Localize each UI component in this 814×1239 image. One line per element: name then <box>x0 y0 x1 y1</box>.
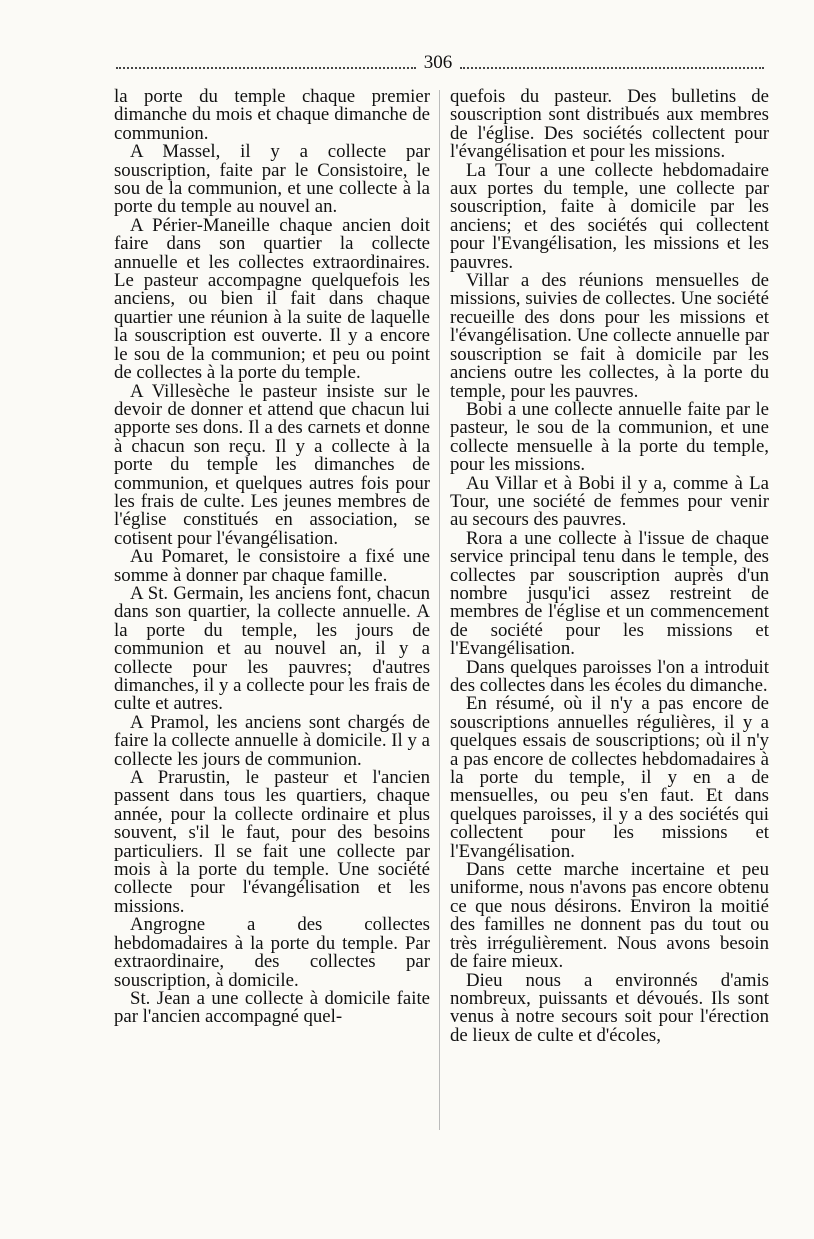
paragraph: La Tour a une collecte hebdomadaire aux portes du temple, une collecte par souscription, faite à domicile par les anciens; et des sociétés qui collectent pour l'Evangélisation, les missions et les pauvres. <box>450 159 769 273</box>
paragraph: Rora a une collecte à l'issue de chaque service principal tenu dans le temple, des collectes par souscription auprès d'un nombre jusqu'ici assez restreint de membres de l'église et un commencement de société pour les missions et l'Evangélisation. <box>450 527 769 660</box>
paragraph: la porte du temple chaque premier dimanche du mois et chaque dimanche de communion. <box>114 86 430 144</box>
paragraph: Villar a des réunions mensuelles de missions, suivies de collectes. Une société recueille des dons pour les missions et l'évangélisation. Une collecte annuelle par souscription se fait à domicile par les anciens outre les collectes, à la porte du temple, pour les pauvres. <box>450 270 769 402</box>
paragraph: quefois du pasteur. Des bulletins de souscription sont distribués aux membres de l'église. Des sociétés collectent pour l'évangélisation et pour les missions. <box>450 86 769 163</box>
paragraph: A Périer-Maneille chaque ancien doit faire dans son quartier la collecte annuelle et les collectes extraordinaires. Le pasteur accompagne quelquefois les anciens, ou bien il fait dans chaque quartier une réunion à la suite de laquelle la souscription est ouverte. Il y a encore le sou de la communion; et peu ou point de collectes à la porte du temple. <box>114 214 430 384</box>
paragraph: A Prarustin, le pasteur et l'ancien passent dans tous les quartiers, chaque année, pour la collecte ordinaire et plus souvent, s'il le faut, pour des besoins particuliers. Il se fait une collecte par mois à la porte du temple. Une société collecte pour l'évangélisation et les missions. <box>114 767 430 917</box>
paragraph: Dans cette marche incertaine et peu uniforme, nous n'avons pas encore obtenu ce que nous désirons. Environ la moitié des familles ne donnent pas du tout ou très irrégulièrement. Nous avons besoin de faire mieux. <box>450 859 769 973</box>
paragraph: Au Pomaret, le consistoire a fixé une somme à donner par chaque famille. <box>114 546 430 586</box>
paragraph: A Villesèche le pasteur insiste sur le devoir de donner et attend que chacun lui apporte ses dons. Il a des carnets et donne à chacun son reçu. Il y a collecte à la porte du temple les dimanches de communion, et quelques autres fois pour les frais de culte. Les jeunes membres de l'église constitués en association, se cotisent pour l'évangélisation. <box>114 380 430 549</box>
paragraph: Bobi a une collecte annuelle faite par le pasteur, le sou de la communion, et une collecte mensuelle à la porte du temple, pour les missions. <box>450 398 769 476</box>
page-number: 306 <box>423 52 453 73</box>
column-divider <box>439 90 440 1130</box>
paragraph: A Pramol, les anciens sont chargés de faire la collecte annuelle à domicile. Il y a collecte les jours de communion. <box>114 711 430 770</box>
paragraph: Au Villar et à Bobi il y a, comme à La Tour, une société de femmes pour venir au secours des pauvres. <box>450 472 769 531</box>
paragraph: St. Jean a une collecte à domicile faite par l'ancien accompagné quel- <box>114 987 430 1028</box>
paragraph: Angrogne a des collectes hebdomadaires à la porte du temple. Par extraordinaire, des collectes par souscription, à domicile. <box>114 914 430 991</box>
right-column <box>450 88 769 1045</box>
header-rule-right <box>460 67 764 69</box>
header-rule-left <box>116 67 416 69</box>
paragraph: A Massel, il y a collecte par souscription, faite par le Consistoire, le sou de la communion, et une collecte à la porte du temple au nouvel an. <box>114 141 430 218</box>
paragraph: Dieu nous a environnés d'amis nombreux, puissants et dévoués. Ils sont venus à notre secours soit pour l'érection de lieux de culte et d'écoles, <box>450 969 769 1046</box>
left-column <box>114 88 430 1027</box>
page-header <box>114 50 766 74</box>
paragraph: A St. Germain, les anciens font, chacun dans son quartier, la collecte annuelle. A la porte du temple, les jours de communion et au nouvel an, il y a collecte pour les pauvres; d'autres dimanches, il y a collecte pour les frais de culte et autres. <box>114 582 430 715</box>
paragraph: En résumé, où il n'y a pas encore de souscriptions annuelles régulières, il y a quelques essais de souscriptions; où il n'y a pas encore de collectes hebdomadaires à la porte du temple, il y en a de mensuelles, ou peu s'en faut. Et dans quelques paroisses, il y a des sociétés qui collectent pour les missions et l'Evangélisation. <box>450 693 769 862</box>
paragraph: Dans quelques paroisses l'on a introduit des collectes dans les écoles du dimanche. <box>450 656 769 696</box>
